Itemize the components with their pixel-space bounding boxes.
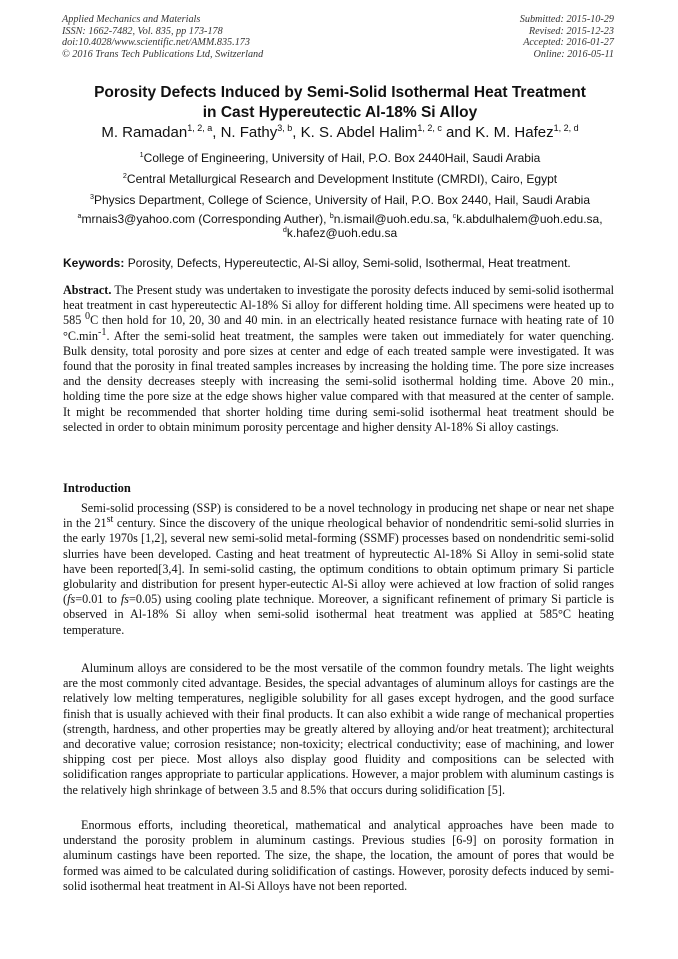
copyright: © 2016 Trans Tech Publications Ltd, Switzerland xyxy=(62,48,264,60)
intro-paragraph-2: Aluminum alloys are considered to be the most versatile of the common foundry metals. The light weights are the most commonly cited advantage. Besides, the special advantages of aluminum alloys for castings are the relatively low melting temperatures, negligible solubility for all gases except hydrogen, and the good surface finish that is usually achieved with their final products. It can also exhibit a wide range of mechanical properties (strength, hardness, and other properties may be greatly altered by alloying and/or heat treatment); architectural and decorative value; corrosion resistance; non-toxicity; electrical conductivity; ease of machining, and lower shipping cost per piece. Most alloys also display good fluidity and compositions can be selected with solidification ranges appropriate to particular applications. However, a major problem with aluminum castings is the relatively high shrinkage of between 3.5 and 8.5% that occurs during solidification [5]. xyxy=(63,661,614,797)
affiliation-sup: 2 xyxy=(122,171,127,180)
author-name: N. Fathy xyxy=(220,124,278,141)
fs-symbol: fs xyxy=(67,592,76,607)
journal-meta xyxy=(62,14,263,60)
email-list xyxy=(40,212,640,240)
email-b[interactable]: n.ismail@uoh.edu.sa, xyxy=(333,212,453,226)
intro-paragraph-3: Enormous efforts, including theoretical, mathematical and analytical approaches have been made to understand the porosity problem in aluminum castings. Previous studies [6-9] on porosity formation in aluminum castings have been reported. The size, the shape, the location, the amount of pores that would be formed was aimed to be calculated during solidification of castings. However, porosity defects induced by semi-solid isothermal heat treatment in Al-Si Alloys have not been reported. xyxy=(63,818,614,893)
paper-title xyxy=(60,83,620,123)
accepted-date: Accepted: 2016-01-27 xyxy=(523,37,614,48)
author-list xyxy=(40,124,640,142)
author-sup: 1, 2, d xyxy=(553,123,579,133)
author-name: K. S. Abdel Halim xyxy=(300,124,418,141)
online-date: Online: 2016-05-11 xyxy=(533,48,614,60)
keywords xyxy=(63,256,623,270)
title-line-2: in Cast Hypereutectic Al-18% Si Alloy xyxy=(202,104,478,121)
author-sup: 3, b xyxy=(277,123,293,133)
intro-paragraph-1 xyxy=(63,501,614,638)
email-d[interactable]: k.hafez@uoh.edu.sa xyxy=(286,226,398,240)
affiliation-3 xyxy=(40,193,640,207)
email-c[interactable]: k.abdulhalem@uoh.edu.sa, xyxy=(456,212,603,226)
author-sup: 1, 2, c xyxy=(417,123,442,133)
email-sup: d xyxy=(282,225,287,234)
affiliation-text: Central Metallurgical Research and Development Institute (CMRDI), Cairo, Egypt xyxy=(126,172,558,186)
affiliation-2 xyxy=(40,172,640,186)
email-a[interactable]: mrnais3@yahoo.com (Corresponding Auther), xyxy=(81,212,330,226)
author-sup: 1, 2, a xyxy=(187,123,213,133)
unit-sup: -1 xyxy=(98,326,107,338)
intro-text: =0.01 to xyxy=(75,592,121,607)
degree-sup: 0 xyxy=(85,311,91,323)
affiliation-sup: 3 xyxy=(89,192,94,201)
section-heading-introduction: Introduction xyxy=(63,481,131,495)
email-sup: b xyxy=(329,211,334,220)
affiliation-1 xyxy=(40,151,640,165)
affiliation-sup: 1 xyxy=(139,150,144,159)
author-name: K. M. Hafez xyxy=(475,124,554,141)
abstract xyxy=(63,283,614,435)
abstract-label: Abstract. xyxy=(63,283,112,297)
dates-meta xyxy=(520,14,614,60)
intro-text: century. Since the discovery of the unique rheological behavior of nondendritic semi-solid slurries in the early 1970s [1,2], several new semi-solid metal-forming (SSMF) processes based on nondendritic semi-solid slurries have been developed. Casting and heat treatment of hypreutectic Al-18% Si Alloy in semi-solid state have been reported[3,4]. In semi-solid casting, the optimum conditions to obtain optimum primary Si particle globularity and distribution for present hyper-eutectic Al-Si alloy were achieved at low fraction of solid ranges ( xyxy=(63,516,614,607)
intro-text: Semi-solid processing (SSP) is considered to be a novel technology in producing net shape or near net shape in the 21 xyxy=(63,501,614,531)
revised-date: Revised: 2015-12-23 xyxy=(528,25,614,37)
keywords-label: Keywords: xyxy=(63,256,125,270)
title-line-1: Porosity Defects Induced by Semi-Solid Isothermal Heat Treatment xyxy=(94,84,586,101)
fs-symbol: fs xyxy=(120,592,129,607)
author-name: M. Ramadan xyxy=(101,124,188,141)
abstract-text-2: C then hold for 10, 20, 30 and 40 min. in an electrically heated resistance furnace with heating rate of 10 °C.min xyxy=(63,313,615,343)
intro-text: =0.05) using cooling plate technique. Moreover, a significant refinement of primary Si particle is observed in Al-18% Si alloy when semi-solid isothermal heat treatment was applied at 585°C heating temperature. xyxy=(63,592,614,637)
affiliation-text: College of Engineering, University of Hail, P.O. Box 2440Hail, Saudi Arabia xyxy=(143,151,541,165)
abstract-text-1: The Present study was undertaken to investigate the porosity defects induced by semi-solid isothermal heat treatment in cast hypereutectic Al-18% Si alloy for different holding time. All specimens were heated up to 585 xyxy=(63,283,614,328)
issn: ISSN: 1662-7482, Vol. 835, pp 173-178 xyxy=(62,25,223,37)
author-sep: , xyxy=(292,124,301,141)
email-sup: a xyxy=(77,211,82,220)
ordinal-sup: st xyxy=(106,514,114,526)
abstract-text-3: . After the semi-solid heat treatment, the samples were taken out immediately for water quenching. Bulk density, total porosity and pore sizes at center and edge of each treated sample were investigated. It was found that the porosity in final treated samples increases by increasing the holding time. The pore size increases and the density decreases steeply with increasing the semi-solid isothermal holding time. Above 20 min., holding time the pore size at the edge shows higher value compared with that measured at the center of sample. It might be recommended that shorter holding time during semi-solid isothermal heat treatment should be selected in order to obtain minimum porosity percentage and higher density Al-18% Si alloy castings. xyxy=(63,328,614,434)
submitted-date: Submitted: 2015-10-29 xyxy=(519,14,614,25)
author-sep: , xyxy=(212,124,221,141)
affiliation-text: Physics Department, College of Science, University of Hail, P.O. Box 2440, Hail, Saudi Arabia xyxy=(93,193,591,207)
keywords-text: Porosity, Defects, Hypereutectic, Al-Si alloy, Semi-solid, Isothermal, Heat treatment. xyxy=(124,256,571,270)
doi[interactable]: doi:10.4028/www.scientific.net/AMM.835.173 xyxy=(62,37,250,48)
email-sup: c xyxy=(452,211,457,220)
journal-name: Applied Mechanics and Materials xyxy=(62,14,201,25)
author-sep: and xyxy=(441,124,476,141)
